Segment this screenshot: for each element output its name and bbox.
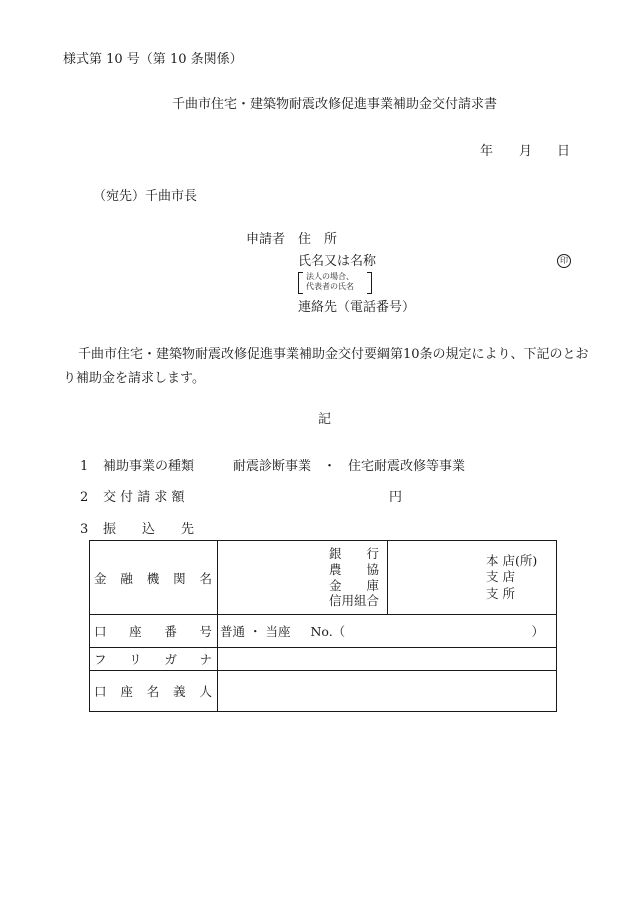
option-seismic-diagnosis: 耐震診断事業 [233,459,312,474]
date-month: 月 [519,144,533,159]
note-bracket-right [367,272,372,294]
label-char: 番 [164,624,177,639]
branch-type-cell[interactable] [388,541,557,615]
account-holder-label [90,671,218,712]
label-char: 義 [173,684,186,699]
applicant-label: 申請者 [246,232,286,247]
yen-unit: 円 [389,490,403,505]
body-text-line2: り補助金を請求します。 [63,371,205,386]
branch-type-branch: 支 店 [486,569,515,585]
account-number-field[interactable] [218,615,557,648]
furigana-label [90,648,218,671]
label-char: フ [94,652,107,667]
option-separator: ・ [323,459,337,474]
addressee: （宛先）千曲市長 [93,189,198,204]
label-char: 人 [199,684,212,699]
label-char: ナ [199,652,212,667]
transfer-table [89,540,557,712]
label-char: 金 [94,570,107,586]
furigana-row [90,648,557,671]
furigana-field[interactable] [218,648,557,671]
financial-institution-label [90,541,218,615]
address-label: 住 所 [298,232,338,247]
bank-type-credit-union: 金 庫 [328,577,379,593]
label-char: 関 [173,570,186,586]
form-number: 様式第 10 号（第 10 条関係） [63,52,243,67]
label-char: 口 [94,684,107,699]
corporation-note-line1: 法人の場合、 [306,272,354,281]
label-char: ガ [164,652,177,667]
date-year: 年 [480,144,494,159]
label-char: 座 [129,624,142,639]
label-char: 名 [199,570,212,586]
option-seismic-retrofit: 住宅耐震改修等事業 [348,459,466,474]
item-2-number: 2 [80,490,89,505]
account-number-row [90,615,557,648]
date-day: 日 [557,144,571,159]
label-char: 口 [94,624,107,639]
note-bracket-left [298,272,303,294]
label-char: 機 [146,570,160,586]
item-3-label: 振 込 先 [103,522,195,537]
account-type-options[interactable]: 普通 ・ 当座 [220,624,291,639]
corporation-note-line2: 代表者の氏名 [306,282,354,291]
bank-type-agri-coop: 農 協 [328,561,379,577]
label-char: 名 [146,684,160,699]
item-1-label: 補助事業の種類 [103,459,195,474]
item-1-number: 1 [80,459,89,474]
contact-label: 連絡先（電話番号） [298,300,416,315]
item-3-number: 3 [80,522,89,537]
label-char: リ [129,652,142,667]
label-char: 号 [199,624,212,639]
account-holder-field[interactable] [218,671,557,712]
document-title: 千曲市住宅・建築物耐震改修促進事業補助金交付請求書 [172,97,498,112]
account-holder-row [90,671,557,712]
corporation-note [306,272,354,292]
body-text-line1: 千曲市住宅・建築物耐震改修促進事業補助金交付要綱第10条の規定により、下記のとお [78,347,589,362]
label-char: 融 [120,570,133,586]
account-no-prefix: No.（ [310,624,346,639]
name-label: 氏名又は名称 [298,254,377,269]
label-char: 座 [120,684,133,699]
branch-type-sub-office: 支 所 [486,585,515,601]
ki-heading: 記 [318,412,332,427]
account-no-close: ） [531,624,544,639]
bank-type-credit-coop: 信用組合 [328,593,379,609]
financial-institution-row [90,541,557,615]
bank-type-cell[interactable] [218,541,388,615]
account-number-label [90,615,218,648]
item-2-label: 交 付 請 求 額 [103,490,185,505]
bank-type-bank: 銀 行 [328,546,379,562]
branch-type-head-office: 本 店(所) [486,553,538,569]
seal-mark: 印 [557,254,571,268]
